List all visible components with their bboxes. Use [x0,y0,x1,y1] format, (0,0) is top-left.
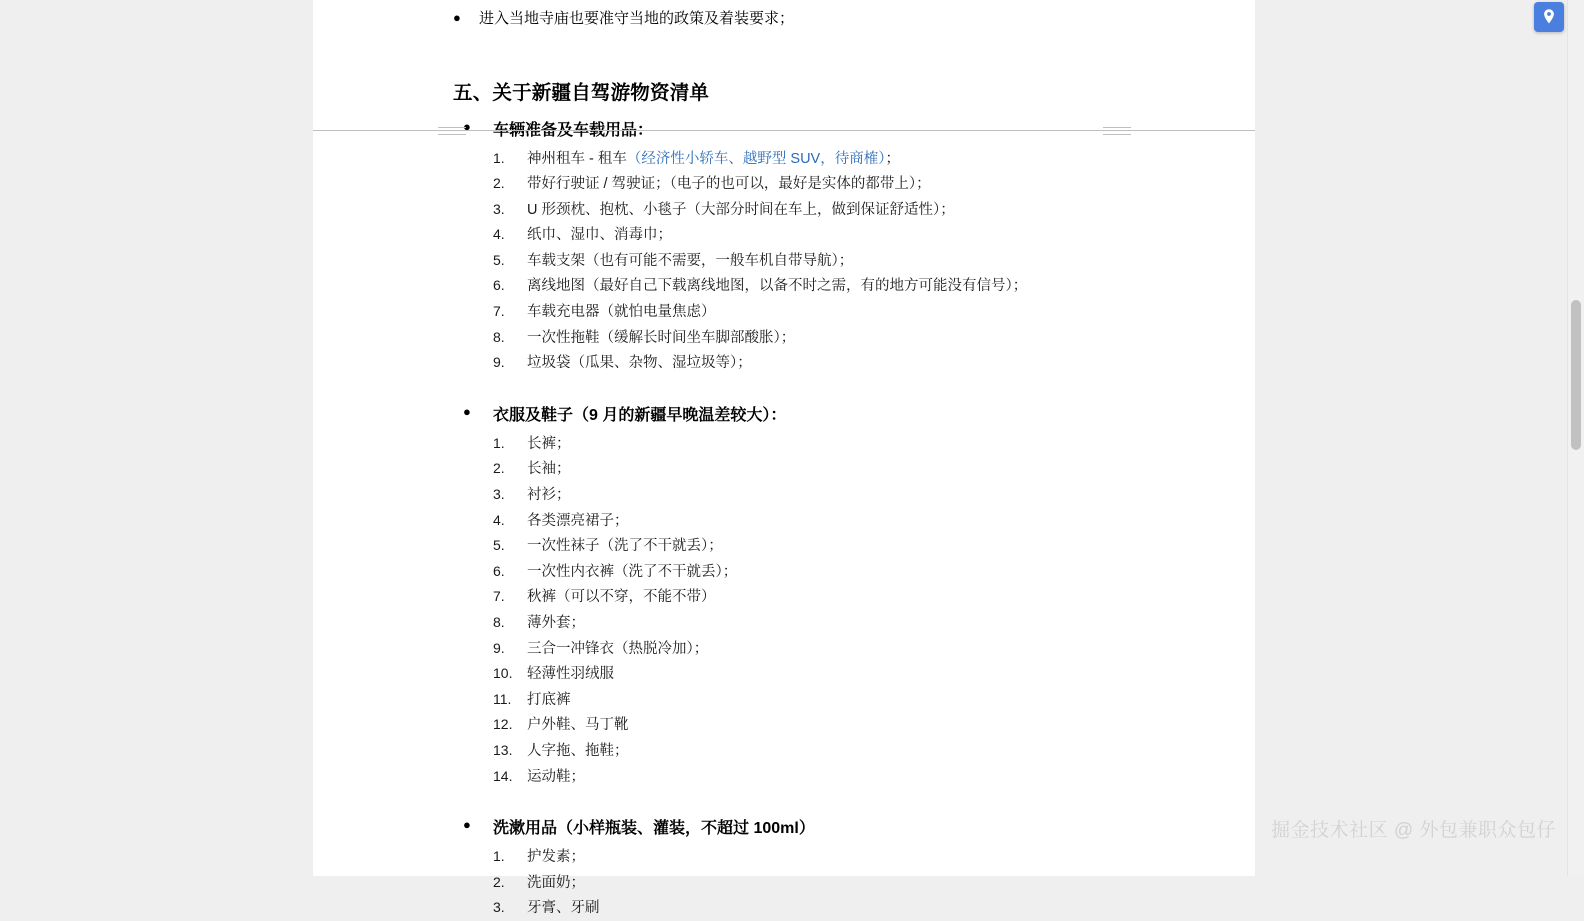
list-item-label: 长袖； [527,461,571,478]
list-number: 8. [493,328,505,345]
list-item-label: 一次性拖鞋（缓解长时间坐车脚部酸胀）； [527,329,796,346]
list-number: 14. [493,767,513,784]
list-number: 6. [493,277,505,294]
list-item [493,350,1215,376]
list-number: 3. [493,200,505,217]
list-number: 9. [493,639,505,656]
list-item-label: U 形颈枕、抱枕、小毯子（大部分时间在车上，做到保证舒适性）； [527,201,955,218]
left-gutter [0,0,305,876]
list-item-label: 户外鞋、马丁靴 [527,717,629,734]
list-number: 12. [493,716,513,733]
list-item [493,171,1215,197]
list-item-label: 三合一冲锋衣（热脱冷加）； [527,640,709,657]
list-item [493,325,1215,351]
list-item [493,559,1215,585]
list-number: 1. [493,848,505,865]
list-item [493,508,1215,534]
list-item [493,584,1215,610]
list-number: 1. [493,149,505,166]
list-number: 3. [493,899,505,916]
ordered-list [453,431,1215,789]
list-item [493,146,1215,172]
list-item [493,273,1215,299]
list-item [493,299,1215,325]
list-item-label: 纸巾、湿巾、消毒巾； [527,227,672,244]
list-item [453,0,1215,31]
list-item-label: 打底裤 [527,691,571,708]
list-item-label: 进入当地寺庙也要准守当地的政策及着装要求； [479,10,795,27]
list-item [493,712,1215,738]
list-number: 7. [493,588,505,605]
list-number: 4. [493,226,505,243]
list-item [493,738,1215,764]
list-item-label: 一次性袜子（洗了不干就丢）； [527,538,723,555]
map-pin-button[interactable] [1534,2,1564,32]
list-item [493,610,1215,636]
list-number: 11. [493,690,512,707]
list-item [493,431,1215,457]
bullet-dot-icon: ● [463,403,471,419]
list-number: 1. [493,434,505,451]
list-item [493,456,1215,482]
list-item-label: 各类漂亮裙子； [527,512,629,529]
list-item [493,687,1215,713]
list-item-label: 车载支架（也有可能不需要，一般车机自带导航）； [527,252,854,269]
list-item-label: 一次性内衣裤（洗了不干就丢）； [527,563,738,580]
list-item-label: 人字拖、拖鞋； [527,742,629,759]
list-item-label: 衬衫； [527,487,571,504]
scrollbar-thumb[interactable] [1571,300,1581,450]
list-number: 4. [493,511,505,528]
bullet-dot-icon: ● [463,118,471,134]
bullet-dot-icon: ● [453,10,461,25]
group-clothing [453,402,1215,789]
document-page [313,0,1255,917]
list-item [493,895,1215,921]
list-item [493,844,1215,870]
document-body [313,0,1255,921]
page-break-mark-left [438,124,466,138]
list-number: 6. [493,562,505,579]
list-item [493,197,1215,223]
list-item-label: 长裤； [527,435,571,452]
group-toiletries [453,815,1215,921]
list-item-label: 薄外套； [527,615,585,631]
list-item [493,636,1215,662]
list-number: 10. [493,665,513,682]
list-number: 2. [493,175,505,192]
page-break-mark-right [1103,124,1131,138]
list-item-label: 护发素； [527,849,585,866]
list-item [493,764,1215,790]
list-item-label: 车载充电器（就怕电量焦虑） [527,304,716,321]
list-number: 3. [493,486,505,503]
group-heading-label: 车辆准备及车载用品： [493,121,654,139]
list-item-label: 运动鞋； [527,768,585,785]
list-item [493,661,1215,687]
group-heading-label: 洗漱用品（小样瓶装、灌装，不超过 100ml） [493,820,815,838]
list-item-label: 神州租车 - 租车（经济性小轿车、越野型 SUV，待商榷）； [527,150,900,167]
list-number: 2. [493,460,505,477]
list-item-label: 垃圾袋（瓜果、杂物、湿垃圾等）； [527,355,752,372]
list-item-label: 带好行驶证 / 驾驶证；（电子的也可以，最好是实体的都带上）； [527,176,931,193]
map-pin-icon [1541,8,1557,26]
group-heading [463,402,1215,425]
list-number: 2. [493,873,505,890]
list-item [493,533,1215,559]
watermark: 掘金技术社区 @ 外包兼职众包仔 [1271,820,1556,841]
list-item [493,248,1215,274]
list-item-label: 牙膏、牙刷 [527,900,600,917]
ordered-list [453,146,1215,376]
group-heading-label: 衣服及鞋子（9 月的新疆早晚温差较大）： [493,406,787,424]
bullet-dot-icon: ● [463,817,471,833]
list-item-label: 洗面奶； [527,874,585,891]
list-number: 8. [493,614,505,630]
group-heading [463,815,1215,838]
list-item [493,222,1215,248]
list-item-label: 离线地图（最好自己下载离线地图，以备不时之需，有的地方可能没有信号）； [527,278,1028,295]
list-item-label: 轻薄性羽绒服 [527,666,614,683]
list-number: 7. [493,303,505,320]
list-item [493,482,1215,508]
vertical-scrollbar[interactable] [1567,0,1584,876]
list-item [493,870,1215,896]
list-number: 9. [493,354,505,371]
list-number: 5. [493,251,505,268]
group-vehicle [453,117,1215,376]
page-break-divider [313,130,1255,131]
ordered-list [453,844,1215,921]
list-item-label: 秋裤（可以不穿，不能不带） [527,589,716,606]
list-number: 13. [493,741,513,758]
page-title: 五、关于新疆自驾游物资清单 [453,81,710,104]
list-number: 5. [493,537,505,554]
